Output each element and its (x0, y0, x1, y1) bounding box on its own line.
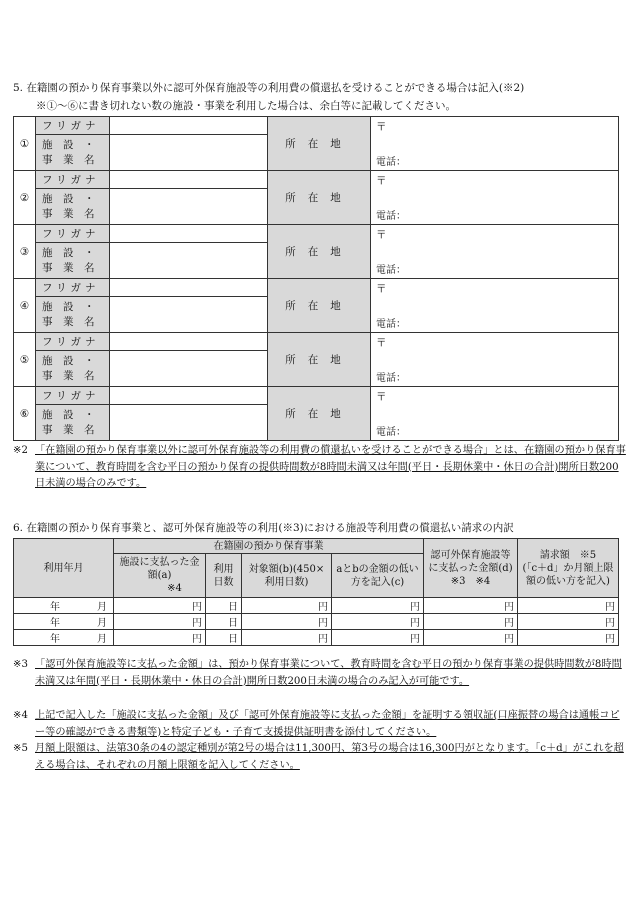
lower-c-cell[interactable]: 円 (332, 598, 424, 614)
footnote (13, 708, 618, 740)
address-field[interactable] (371, 333, 619, 387)
paid-a-cell[interactable]: 円 (114, 614, 206, 630)
year-month-cell[interactable] (14, 598, 114, 614)
lower-c-cell[interactable]: 円 (332, 614, 424, 630)
header-claim (518, 539, 619, 598)
header-claim-text: 請求額 ※5 (539, 549, 597, 561)
year-month-cell[interactable] (14, 614, 114, 630)
tel-label: 電話： (376, 265, 406, 276)
month-label: 月 (97, 618, 107, 629)
header-lower-c: aとbの金額の低い方を記入(c) (332, 554, 424, 598)
furigana-label: フリガナ (36, 171, 110, 189)
postal-mark: 〒 (376, 121, 387, 133)
header-paid-d (424, 539, 518, 598)
month-label: 月 (97, 602, 107, 613)
facility-label-line2: 事 業 名 (42, 207, 95, 220)
furigana-input[interactable] (110, 387, 268, 405)
days-cell[interactable]: 日 (206, 630, 242, 646)
footnote-text: 上記で記入した「施設に支払った金額」及び「認可外保育施設等に支払った金額」を証明する領収証(口座振替の場合は通帳コピー等の確認ができる書類等)と特定子ども・子育て支援提供証明書を添付してください。 (35, 710, 620, 738)
address-field[interactable] (371, 225, 619, 279)
header-paid-a (114, 554, 206, 598)
tel-label: 電話： (376, 319, 406, 330)
footnote-text: 「認可外保育施設等に支払った金額」は、預かり保育事業について、教育時間を含む平日の預かり保育事業の提供時間数が8時間未満又は年間(平日・長期休業中・休日の合計)開所日数200日未満の場合のみ記入が可能です。 (35, 659, 622, 687)
year-month-cell[interactable] (14, 630, 114, 646)
address-field[interactable] (371, 171, 619, 225)
tel-label: 電話： (376, 427, 406, 438)
furigana-input[interactable] (110, 279, 268, 297)
furigana-label: フリガナ (36, 333, 110, 351)
furigana-label: フリガナ (36, 225, 110, 243)
postal-mark: 〒 (376, 337, 387, 349)
facility-row-number: ⑥ (14, 387, 36, 441)
facility-row-number: ③ (14, 225, 36, 279)
claim-cell[interactable]: 円 (518, 614, 619, 630)
footnote-mark: ※4 (13, 710, 29, 721)
facility-label-line2: 事 業 名 (42, 261, 95, 274)
paid-a-cell[interactable]: 円 (114, 630, 206, 646)
claim-cell[interactable]: 円 (518, 630, 619, 646)
postal-mark: 〒 (376, 283, 387, 295)
facility-name-label (36, 135, 110, 171)
furigana-label: フリガナ (36, 117, 110, 135)
facility-label-line1: 施 設 ・ (42, 300, 95, 313)
facility-label-line1: 施 設 ・ (42, 138, 95, 151)
facility-label-line1: 施 設 ・ (42, 246, 95, 259)
facility-label-line1: 施 設 ・ (42, 192, 95, 205)
facility-row-number: ② (14, 171, 36, 225)
location-label: 所在地 (268, 387, 371, 441)
footnote-text: 月額上限額は、法第30条の4の認定種別が第2号の場合は11,300円、第3号の場合は16,300円がとなります。「c＋d」がこれを超える場合は、それぞれの月額上限額を記入してください。 (35, 743, 624, 771)
furigana-input[interactable] (110, 171, 268, 189)
facility-name-input[interactable] (110, 189, 268, 225)
paid-d-cell[interactable]: 円 (424, 630, 518, 646)
facility-name-label (36, 405, 110, 441)
facility-name-label (36, 243, 110, 279)
days-cell[interactable]: 日 (206, 614, 242, 630)
location-label: 所在地 (268, 171, 371, 225)
target-b-cell[interactable]: 円 (242, 614, 332, 630)
furigana-input[interactable] (110, 333, 268, 351)
header-target-b: 対象額(b)(450×利用日数) (242, 554, 332, 598)
header-days: 利用日数 (206, 554, 242, 598)
facility-name-input[interactable] (110, 243, 268, 279)
lower-c-cell[interactable]: 円 (332, 630, 424, 646)
facility-name-label (36, 297, 110, 333)
tel-label: 電話： (376, 211, 406, 222)
note-2-mark: ※2 (13, 445, 29, 456)
header-paid-a-note: ※4 (167, 583, 182, 594)
facility-label-line2: 事 業 名 (42, 315, 95, 328)
address-field[interactable] (371, 117, 619, 171)
header-paid-a-text: 施設に支払った金額(a) (119, 557, 200, 581)
facility-row-number: ① (14, 117, 36, 171)
location-label: 所在地 (268, 279, 371, 333)
furigana-label: フリガナ (36, 279, 110, 297)
year-label: 年 (50, 602, 60, 613)
paid-a-cell[interactable]: 円 (114, 598, 206, 614)
days-cell[interactable]: 日 (206, 598, 242, 614)
year-label: 年 (50, 634, 60, 645)
postal-mark: 〒 (376, 175, 387, 187)
note-2-text: 「在籍園の預かり保育事業以外に認可外保育施設等の利用費の償還払いを受けることができる場合」とは、在籍園の預かり保育事業について、教育時間を含む平日の預かり保育の提供時間数が8時間未満又は年間(平日・長期休業中・休日の合計)開所日数200日未満の場合のみです。 (35, 445, 626, 489)
section5-title: 5. 在籍園の預かり保育事業以外に認可外保育施設等の利用費の償還払を受けることができる場合は記入(※2) (13, 82, 525, 94)
furigana-input[interactable] (110, 225, 268, 243)
tel-label: 電話： (376, 373, 406, 384)
note-2 (13, 443, 626, 495)
location-label: 所在地 (268, 225, 371, 279)
footnote (13, 657, 622, 707)
furigana-input[interactable] (110, 117, 268, 135)
header-paid-d-note: ※3 ※4 (450, 575, 491, 587)
reimbursement-table (13, 538, 619, 646)
facility-name-input[interactable] (110, 405, 268, 441)
facility-name-label (36, 189, 110, 225)
footnote-mark: ※5 (13, 743, 29, 754)
year-label: 年 (50, 618, 60, 629)
header-claim-sub: (「c＋d」か月額上限額の低い方を記入) (522, 562, 614, 587)
facility-name-label (36, 351, 110, 387)
facility-label-line2: 事 業 名 (42, 423, 95, 436)
facility-label-line2: 事 業 名 (42, 369, 95, 382)
furigana-label: フリガナ (36, 387, 110, 405)
facility-row-number: ④ (14, 279, 36, 333)
target-b-cell[interactable]: 円 (242, 598, 332, 614)
target-b-cell[interactable]: 円 (242, 630, 332, 646)
section5-subtitle: ※①～⑥に書き切れない数の施設・事業を利用した場合は、余白等に記載してください。 (36, 100, 456, 112)
facility-label-line1: 施 設 ・ (42, 354, 95, 367)
paid-d-cell[interactable]: 円 (424, 614, 518, 630)
postal-mark: 〒 (376, 391, 387, 403)
paid-d-cell[interactable]: 円 (424, 598, 518, 614)
tel-label: 電話： (376, 157, 406, 168)
section6-title: 6. 在籍園の預かり保育事業と、認可外保育施設等の利用(※3)における施設等利用費の償還払い請求の内訳 (13, 522, 514, 534)
facility-label-line1: 施 設 ・ (42, 408, 95, 421)
location-label: 所在地 (268, 117, 371, 171)
address-field[interactable] (371, 279, 619, 333)
month-label: 月 (97, 634, 107, 645)
header-group: 在籍園の預かり保育事業 (114, 539, 424, 554)
facility-row-number: ⑤ (14, 333, 36, 387)
header-paid-d-text: 認可外保育施設等に支払った金額(d) (428, 549, 513, 574)
address-field[interactable] (371, 387, 619, 441)
facility-label-line2: 事 業 名 (42, 153, 95, 166)
postal-mark: 〒 (376, 229, 387, 241)
facility-name-input[interactable] (110, 297, 268, 333)
footnote (13, 741, 624, 773)
facility-name-input[interactable] (110, 135, 268, 171)
location-label: 所在地 (268, 333, 371, 387)
facility-name-input[interactable] (110, 351, 268, 387)
footnote-mark: ※3 (13, 659, 29, 670)
header-month: 利用年月 (14, 539, 114, 598)
claim-cell[interactable]: 円 (518, 598, 619, 614)
facility-table (13, 116, 619, 441)
